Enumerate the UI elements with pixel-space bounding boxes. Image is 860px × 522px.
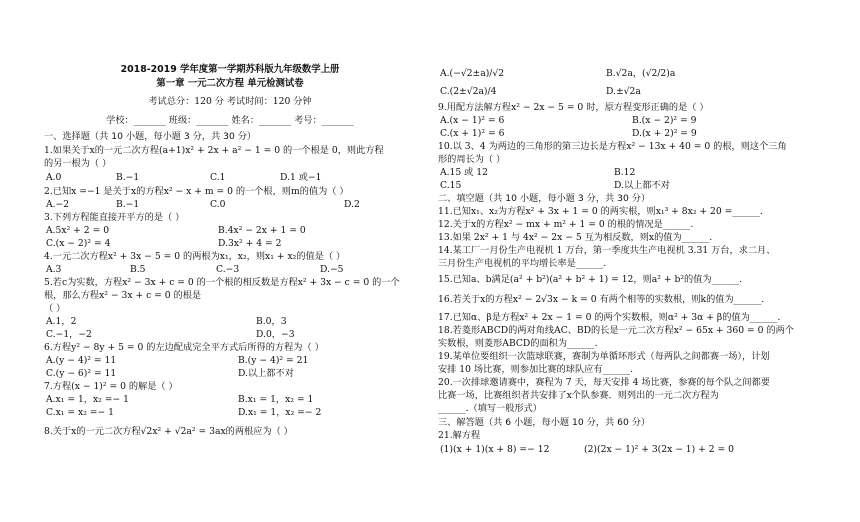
q2-option-c: C.0 xyxy=(210,199,226,210)
exam-title-line1: 2018-2019 学年度第一学期苏科版九年级数学上册 xyxy=(120,64,340,75)
q7-option-b: B.x₁ = 1，x₂ = 1 xyxy=(238,394,314,405)
q8-option-a: A.(−√2±a)/√2 xyxy=(440,68,505,79)
q3-option-a: A.5x² + 2 = 0 xyxy=(46,225,110,236)
q13: 13.如果 2x² + 1 与 4x² − 2x − 5 互为相反数，则x的值为______. xyxy=(438,232,713,243)
student-info-line: 学校：_______ 班级：_______ 姓名：_______ 考号：_______ xyxy=(106,115,354,126)
q1-option-d: D.1 或−1 xyxy=(280,172,322,183)
q4-option-d: D.−5 xyxy=(320,264,344,275)
q9-option-a: A.(x − 1)² = 6 xyxy=(440,115,505,126)
q8-option-d: D.±√2a xyxy=(606,86,641,97)
q21-stem: 21.解方程 xyxy=(438,430,481,441)
q14-line2: 三月份生产电视机的平均增长率是______. xyxy=(438,258,607,269)
q14-line1: 14.某工厂一月份生产电视机 1 万台，第一季度共生产电视机 3.31 万台，求二月、 xyxy=(438,245,776,256)
q10-stem: 10.以 3、4 为两边的三角形的第三边长是方程x² − 13x + 40 = 0 的根，则这个三角 xyxy=(438,141,787,152)
q8-option-b: B.√2a，(√2/2)a xyxy=(606,68,676,79)
q4-option-a: A.3 xyxy=(46,264,62,275)
q3-option-b: B.4x² − 2x + 1 = 0 xyxy=(218,225,306,236)
q9-stem: 9.用配方法解方程x² − 2x − 5 = 0 时，原方程变形正确的是（ ） xyxy=(438,102,709,113)
q19-line2: 安排 10 场比赛，则参加比赛的球队应有______. xyxy=(438,364,634,375)
q10-option-d: D.以上都不对 xyxy=(614,180,670,191)
exam-title-line2: 第一章 一元二次方程 单元检测试卷 xyxy=(156,78,304,89)
q4-stem: 4.一元二次方程x² + 3x − 5 = 0 的两根为x₁，x₂，则x₁ + x₂的值是（ ） xyxy=(44,251,346,262)
q8-stem: 8.关于x的一元二次方程√2x² + √2a² = 3ax的两根应为（ ） xyxy=(44,426,293,437)
q21-part1: (1)(x + 1)(x + 8) =− 12 xyxy=(440,444,550,455)
q5-stem-paren: （ ） xyxy=(44,303,66,314)
q6-option-a: A.(y − 4)² = 11 xyxy=(46,355,117,366)
q2-option-d: D.2 xyxy=(344,199,360,210)
q15: 15.已知a、b满足(a² + b²)(a² + b² + 1) = 12，则a² + b²的值为______. xyxy=(438,274,743,285)
q1-stem: 1.如果关于x的一元二次方程(a+1)x² + 2x + a² − 1 = 0 的一个根是 0，则此方程 xyxy=(44,145,384,156)
q6-option-d: D.以上都不对 xyxy=(238,368,294,379)
q1-option-b: B.−1 xyxy=(116,172,140,183)
q7-option-c: C.x₁ = x₂ =− 1 xyxy=(46,407,114,418)
q6-stem: 6.方程y² − 8y + 5 = 0 的左边配成完全平方式后所得的方程为（ ） xyxy=(44,342,324,353)
q5-stem: 5.若c为实数，方程x² − 3x + c = 0 的一个根的相反数是方程x² + 3x − c = 0 的一个 xyxy=(44,277,400,288)
q21-part2: (2)(2x − 1)² + 3(2x − 1) + 2 = 0 xyxy=(584,444,735,455)
q5-stem-cont: 根，那么方程x² − 3x + c = 0 的根是 xyxy=(44,290,202,301)
q6-option-b: B.(y − 4)² = 21 xyxy=(238,355,309,366)
q5-option-d: D.0，−3 xyxy=(256,329,295,340)
q12: 12.关于x的方程x² − mx + m² + 1 = 0 的根的情况是______. xyxy=(438,219,694,230)
q10-option-c: C.15 xyxy=(440,180,462,191)
q9-option-c: C.(x + 1)² = 6 xyxy=(440,128,505,139)
q20-line2: 比赛一场，比赛组织者共安排了x个队参赛．则列出的一元二次方程为 xyxy=(438,390,719,401)
q20-line1: 20.一次排球邀请赛中，赛程为 7 天，每天安排 4 场比赛，参赛的每个队之间都要 xyxy=(438,377,770,388)
q17: 17.已知α、β是方程x² + 2x − 1 = 0 的两个实数根，则α² + 3α + β的值为______. xyxy=(438,312,781,323)
q3-option-c: C.(x − 2)² = 4 xyxy=(46,238,111,249)
q3-option-d: D.3x² + 4 = 2 xyxy=(218,238,282,249)
q18-line2: 实数根，则菱形ABCD的面积为______. xyxy=(438,338,598,349)
q8-option-c: C.(2±√2a)/4 xyxy=(440,86,497,97)
q5-option-b: B.0，3 xyxy=(256,316,287,327)
q1-option-c: C.1 xyxy=(210,172,226,183)
q7-option-d: D.x₁ = 1，x₂ =− 2 xyxy=(238,407,322,418)
q10-stem-cont: 形的周长为（ ） xyxy=(438,154,506,165)
q4-option-c: C.−3 xyxy=(216,264,240,275)
q9-option-b: B.(x − 2)² = 9 xyxy=(632,115,697,126)
exam-meta: 考试总分：120 分 考试时间：120 分钟 xyxy=(148,96,312,107)
q2-stem: 2.已知x =−1 是关于x的方程x² − x + m = 0 的一个根，则m的值为（ ） xyxy=(44,186,349,197)
q2-option-a: A.−2 xyxy=(46,199,70,210)
q18-line1: 18.若菱形ABCD的两对角线AC、BD的长是一元二次方程x² − 65x + 360 = 0 的两个 xyxy=(438,325,794,336)
q1-option-a: A.0 xyxy=(46,172,62,183)
q9-option-d: D.(x + 2)² = 9 xyxy=(632,128,697,139)
q7-stem: 7.方程(x − 1)² = 0 的解是（ ） xyxy=(44,381,178,392)
q10-option-a: A.15 或 12 xyxy=(440,167,488,178)
section2-heading: 二、填空题（共 10 小题，每小题 3 分，共 30 分） xyxy=(438,193,651,204)
q5-option-c: C.−1，−2 xyxy=(46,329,92,340)
section3-heading: 三、解答题（共 6 小题，每小题 10 分，共 60 分） xyxy=(438,417,651,428)
q7-option-a: A.x₁ = 1，x₂ =− 1 xyxy=(46,394,129,405)
q10-option-b: B.12 xyxy=(614,167,636,178)
section1-heading: 一、选择题（共 10 小题，每小题 3 分，共 30 分） xyxy=(44,131,257,142)
q20-line3: ______.（填写一般形式） xyxy=(438,403,542,414)
q2-option-b: B.−1 xyxy=(116,199,140,210)
q11: 11.已知x₁、x₂为方程x² + 3x + 1 = 0 的两实根，则x₁³ + 8x₂ + 20 =______. xyxy=(438,206,763,217)
q16: 16.若关于x的方程x² − 2√3x − k = 0 有两个相等的实数根，则k的值为______. xyxy=(438,294,765,305)
q4-option-b: B.5 xyxy=(130,264,146,275)
q3-stem: 3.下列方程能直接开平方的是（ ） xyxy=(44,212,185,223)
q5-option-a: A.1，2 xyxy=(46,316,77,327)
q19-line1: 19.某单位要组织一次篮球联赛，赛制为单循环形式（每两队之间都赛一场），计划 xyxy=(438,351,770,362)
q1-stem-cont: 的另一根为（ ） xyxy=(44,158,112,169)
q6-option-c: C.(y − 6)² = 11 xyxy=(46,368,117,379)
